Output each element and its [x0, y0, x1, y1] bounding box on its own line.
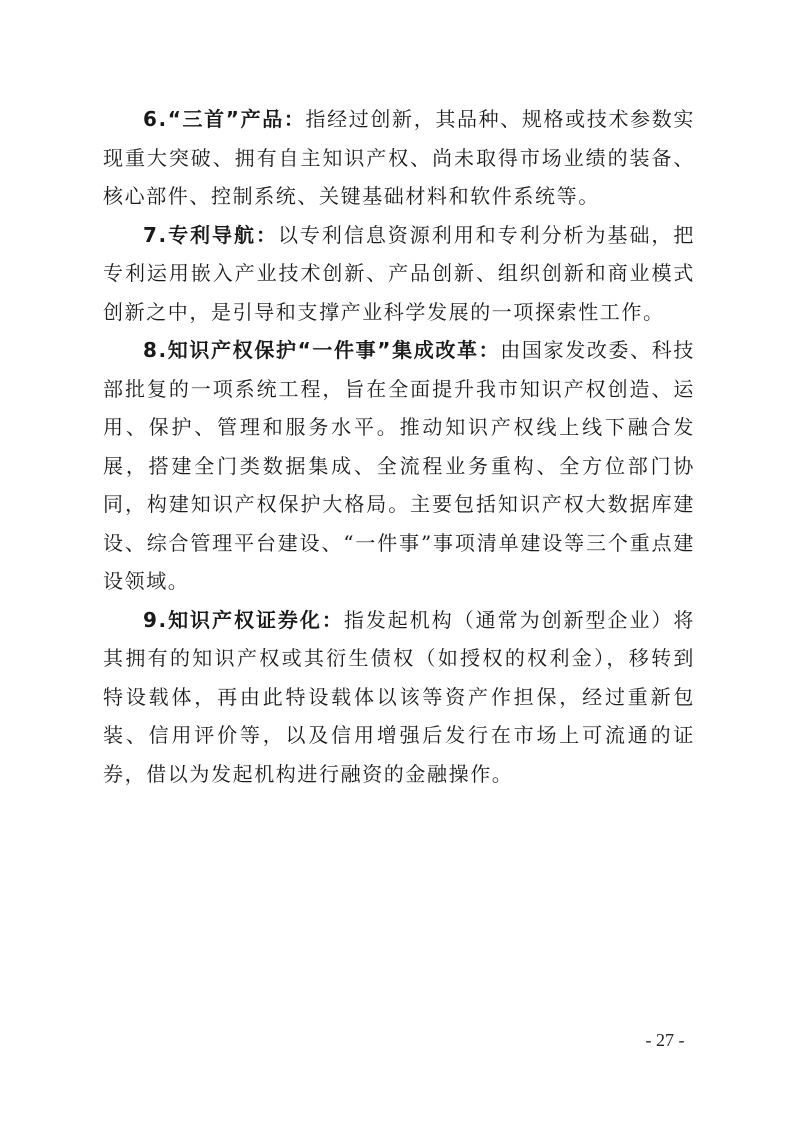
item-number: 7. — [143, 222, 168, 247]
item-body: 以专利信息资源利用和专利分析为基础，把专利运用嵌入产业技术创新、产品创新、组织创新和商业模式创新之中，是引导和支撑产业科学发展的一项探索性工作。 — [103, 222, 695, 324]
item-number: 6. — [143, 107, 168, 131]
glossary-item-8 — [103, 331, 695, 601]
item-term: 专利导航： — [167, 222, 278, 247]
page-number: - 27 - — [645, 1030, 685, 1050]
item-body: 指经过创新，其品种、规格或技术参数实现重大突破、拥有自主知识产权、尚未取得市场业绩的装备、核心部件、控制系统、关键基础材料和软件系统等。 — [103, 107, 695, 208]
item-number: 8. — [143, 338, 168, 362]
glossary-content — [103, 100, 695, 793]
glossary-item-7 — [103, 216, 695, 332]
glossary-item-9 — [103, 601, 695, 794]
item-term: 知识产权保护“一件事”集成改革： — [167, 338, 501, 362]
glossary-item-6 — [103, 100, 695, 216]
item-term: 知识产权证券化： — [167, 607, 344, 632]
item-body: 指发起机构（通常为创新型企业）将其拥有的知识产权或其衍生债权（如授权的权利金），移转到特设载体，再由此特设载体以该等资产作担保，经过重新包装、信用评价等，以及信用增强后发行在市场上可流通的证券，借以为发起机构进行融资的金融操作。 — [103, 607, 695, 786]
item-term: “三首”产品： — [167, 107, 306, 131]
item-body: 由国家发改委、科技部批复的一项系统工程，旨在全面提升我市知识产权创造、运用、保护、管理和服务水平。推动知识产权线上线下融合发展，搭建全门类数据集成、全流程业务重构、全方位部门协同，构建知识产权保护大格局。主要包括知识产权大数据库建设、综合管理平台建设、“一件事”事项清单建设等三个重点建设领域。 — [103, 338, 695, 593]
item-number: 9. — [143, 607, 168, 632]
